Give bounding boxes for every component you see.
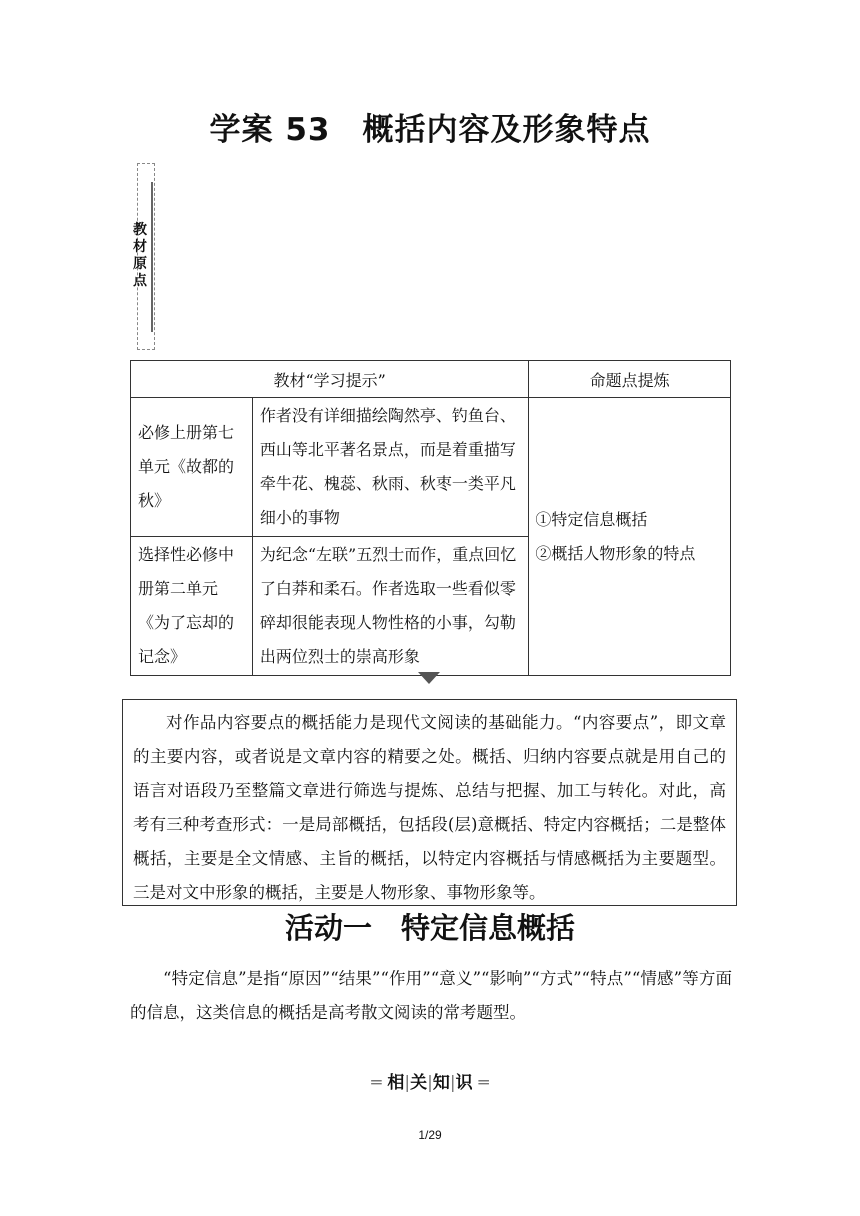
page-number: 1/29 [418,1128,442,1142]
heading-char: 关 [410,1073,428,1093]
header-points: 命题点提炼 [529,361,731,398]
intro-box: 对作品内容要点的概括能力是现代文阅读的基础能力。“内容要点”，即文章的主要内容，或者说是文章内容的精要之处。概括、归纳内容要点就是用自己的语言对语段乃至整篇文章进行筛选与提炼、总结与把握、加工与转化。对此，高考有三种考查形式：一是局部概括，包括段(层)意概括、特定内容概括；二是整体概括，主要是全文情感、主旨的概括，以特定内容概括与情感概括为主要题型。三是对文中形象的概括，主要是人物形象、事物形象等。 [122,699,737,906]
point-item: ②概括人物形象的特点 [535,543,696,563]
row-tip: 为纪念“左联”五烈士而作，重点回忆了白莽和柔石。作者选取一些看似零碎却很能表现人物性格的小事，勾勒出两位烈士的崇高形象 [259,545,517,666]
row-tip: 作者没有详细描绘陶然亭、钓鱼台、西山等北平著名景点，而是着重描写牵牛花、槐蕊、秋雨、秋枣一类平凡细小的事物 [259,406,516,527]
heading-char: 知 [432,1073,450,1093]
section-title: 活动一 特定信息概括 [284,911,575,945]
separator: | [404,1073,411,1093]
header-study-tips: 教材“学习提示” [131,361,529,398]
table-row [131,398,731,537]
side-label: 教材原点 [133,222,147,289]
related-knowledge-heading [0,1068,860,1093]
page-title: 学案 53 概括内容及形象特点 [209,112,651,148]
decoration-right: ═ [478,1073,489,1093]
chevron-down-icon [418,672,440,684]
table-header-row [131,361,731,398]
point-item: ①特定信息概括 [535,509,648,529]
row-source: 选择性必修中册第二单元《为了忘却的记念》 [138,545,235,666]
study-table [130,360,731,676]
separator: | [427,1073,433,1093]
separator: | [449,1073,456,1093]
heading-char: 相 [387,1073,405,1093]
row-source: 必修上册第七单元《故都的秋》 [138,423,235,510]
decoration-left: ═ [371,1073,382,1093]
section-paragraph: “特定信息”是指“原因”“结果”“作用”“意义”“影响”“方式”“特点”“情感”等方面的信息，这类信息的概括是高考散文阅读的常考题型。 [130,969,732,1022]
heading-char: 识 [455,1073,473,1093]
